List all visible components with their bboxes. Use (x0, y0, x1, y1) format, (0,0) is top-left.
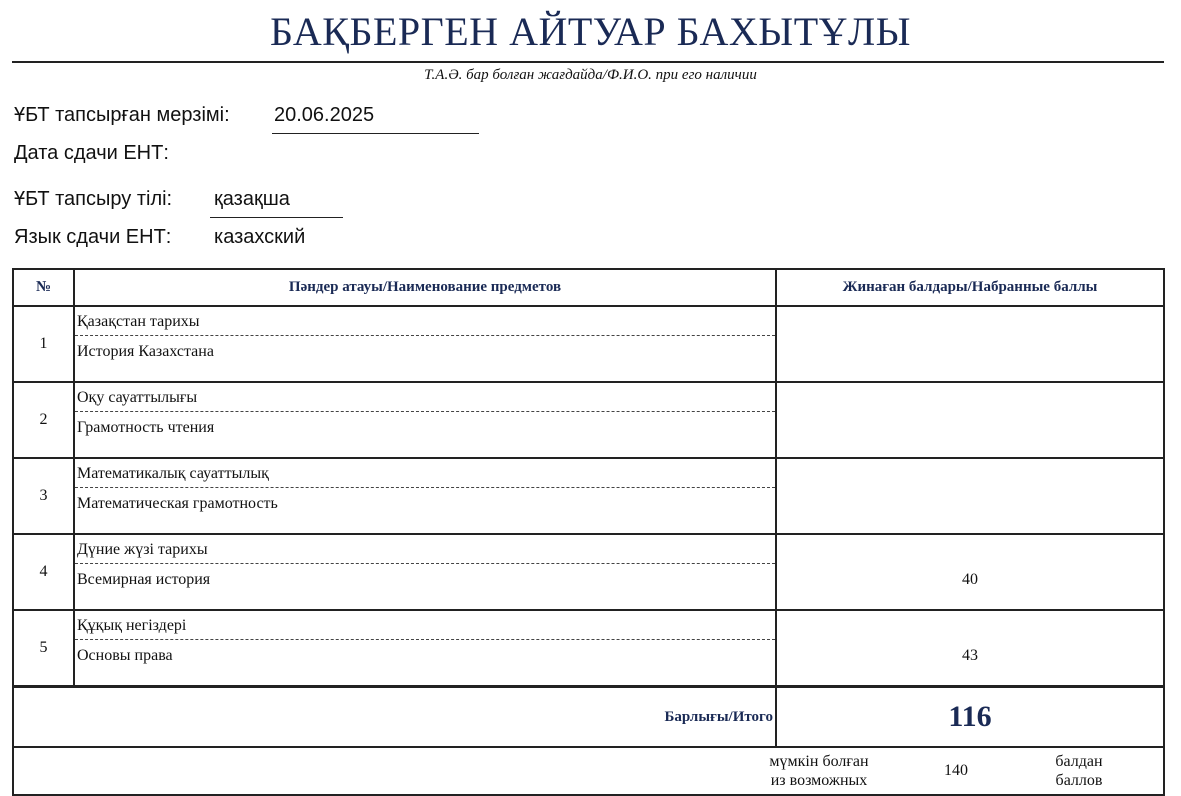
subject-cell (74, 610, 776, 687)
subject-cell (74, 382, 776, 458)
max-suffix (1044, 752, 1114, 790)
max-suffix-ru: баллов (1055, 772, 1103, 789)
test-date-label-ru: Дата сдачи ЕНТ: (14, 142, 169, 164)
max-score-row (13, 747, 1164, 795)
total-row (13, 687, 1164, 748)
max-suffix-kz: балдан (1055, 753, 1103, 770)
test-date-value: 20.06.2025 (274, 104, 375, 126)
table-header-row (13, 269, 1164, 306)
table-row (13, 458, 1164, 534)
subject-name-ru: Грамотность чтения (77, 419, 215, 436)
table-row (13, 306, 1164, 382)
subject-name-kz: Дүние жүзі тарихы (75, 535, 775, 564)
test-date-label-kz: ҰБТ тапсырған мерзімі: (14, 104, 230, 126)
table-row (13, 382, 1164, 458)
row-number: 5 (13, 610, 74, 687)
row-number: 4 (13, 534, 74, 610)
table-row (13, 534, 1164, 610)
max-row-spacer (74, 747, 776, 795)
test-language-label-kz: ҰБТ тапсыру тілі: (14, 188, 173, 210)
subject-score: 40 (776, 534, 1164, 610)
header-subject: Пәндер атауы/Наименование предметов (74, 269, 776, 306)
max-label-kz: мүмкін болған (769, 753, 869, 770)
scores-table (12, 268, 1165, 796)
subject-name-kz: Оқу сауаттылығы (75, 383, 775, 412)
header-number: № (13, 269, 74, 306)
name-underline (12, 61, 1164, 63)
subject-name-ru: Математическая грамотность (77, 495, 278, 512)
student-full-name: БАҚБЕРГЕН АЙТУАР БАХЫТҰЛЫ (269, 9, 912, 54)
subject-name-kz: Қазақстан тарихы (75, 307, 775, 336)
row-number: 1 (13, 306, 74, 382)
subject-name-kz: Математикалық сауаттылық (75, 459, 775, 488)
table-row (13, 610, 1164, 687)
row-number: 3 (13, 458, 74, 534)
test-language-label-ru: Язык сдачи ЕНТ: (14, 226, 172, 248)
subject-cell (74, 306, 776, 382)
subject-name-ru: Всемирная история (77, 571, 211, 588)
max-score-wrap (769, 748, 1163, 794)
subject-name-ru: Основы права (77, 647, 173, 664)
test-language-underline (210, 217, 343, 218)
name-caption: Т.А.Ә. бар болған жағдайда/Ф.И.О. при его наличии (424, 67, 757, 83)
subject-score: 43 (776, 610, 1164, 687)
max-score-cell (769, 747, 1164, 795)
header-score: Жинаған балдары/Набранные баллы (776, 269, 1164, 306)
subject-name-ru: История Казахстана (77, 343, 214, 360)
subject-score (776, 306, 1164, 382)
subject-cell (74, 534, 776, 610)
subject-score (776, 382, 1164, 458)
test-language-value-ru: казахский (214, 226, 306, 248)
max-label (749, 752, 889, 790)
max-row-spacer (13, 747, 74, 795)
test-language-value-kz: қазақша (214, 188, 290, 210)
subject-name-kz: Құқық негіздері (75, 611, 775, 640)
test-date-underline (272, 133, 479, 134)
max-score-value: 140 (944, 762, 968, 779)
max-label-ru: из возможных (770, 772, 868, 789)
total-label: Барлығы/Итого (13, 687, 776, 748)
subject-score (776, 458, 1164, 534)
subject-cell (74, 458, 776, 534)
row-number: 2 (13, 382, 74, 458)
total-score: 116 (776, 687, 1164, 748)
